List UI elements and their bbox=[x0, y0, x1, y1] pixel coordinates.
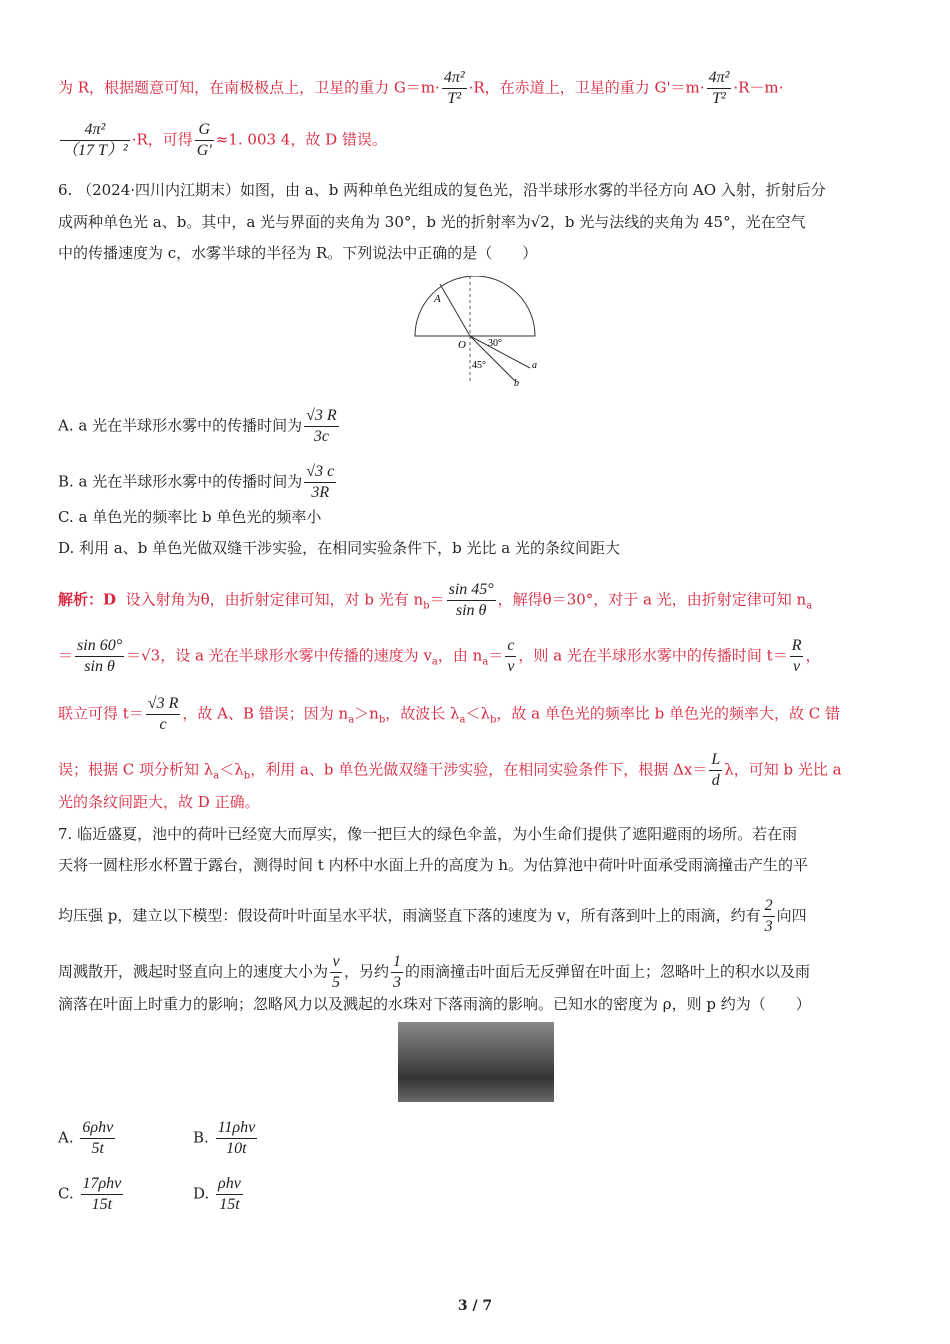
fraction: $\frac{1}{3}$ bbox=[393, 953, 402, 991]
q6-option-a bbox=[58, 406, 341, 447]
text: ≈1. 003 4，故 D 错误。 bbox=[215, 130, 387, 149]
text: B. a 光在半球形水雾中的传播时间为 bbox=[58, 472, 303, 491]
q7-stem-line-4: 周溅散开，溅起时竖直向上的速度大小为 $\frac{v}{5}$ ，另约 $\frac{1}{3}$ 的雨滴撞击叶面后无反弹留在叶面上；忽略叶上的积水以及雨 bbox=[58, 953, 811, 991]
q7-stem-line-1: 7. 临近盛夏，池中的荷叶已经宽大而厚实，像一把巨大的绿色伞盖，为小生命们提供了遮阳避雨的场所。若在雨 bbox=[58, 825, 798, 843]
text: 为 R，根据题意可知，在南极极点上，卫星的重力 G＝m· bbox=[58, 78, 440, 97]
q6-solution-line-2: ＝ $\frac{\sin 60^\circ}{\text{sin θ}}$ ＝√3，设 a 光在半球形水雾中传播的速度为 $v_a$，由 $n_a=$ $\frac{c}{v}$ ，则 a 光在半球形水雾中的传播时间 t＝ $\frac{R}{v}$ ， bbox=[58, 637, 821, 675]
q6-option-c: C. a 单色光的频率比 b 单色光的频率小 bbox=[58, 508, 322, 526]
q7-option-d: D. $\frac{\text{ρhv}}{15t}$ bbox=[193, 1175, 241, 1213]
hemisphere-outline bbox=[415, 276, 535, 336]
page-number: 3 / 7 bbox=[457, 1298, 493, 1314]
label-A: A bbox=[434, 293, 441, 305]
text: ·R，可得 bbox=[131, 130, 193, 149]
fraction: $\frac{\text{6ρhv}}{5t}$ bbox=[82, 1119, 114, 1157]
solution-label: 解析：D bbox=[58, 590, 117, 609]
fraction: $\frac{L}{d}$ bbox=[711, 751, 721, 789]
q7-stem-line-2: 天将一圆柱形水杯置于露台，测得时间 t 内杯中水面上升的高度为 h。为估算池中荷叶叶面承受雨滴撞击产生的平 bbox=[58, 856, 808, 874]
fraction: $\frac{G}{G'}$ bbox=[196, 121, 212, 159]
q6-stem-line-2: 成两种单色光 a、b。其中，a 光与界面的夹角为 30°，b 光的折射率为√2，b 光与法线的夹角为 45°，光在空气 bbox=[58, 213, 806, 231]
fraction: $\frac{\text{17ρhv}}{15t}$ bbox=[82, 1175, 122, 1213]
q7-stem-line-3: 均压强 p，建立以下模型：假设荷叶叶面呈水平状，雨滴竖直下落的速度为 v，所有落到叶上的雨滴，约有 $\frac{2}{3}$ 向四 bbox=[58, 897, 807, 935]
fraction: $\frac{c}{v}$ bbox=[507, 637, 515, 675]
prev-solution-line-1 bbox=[58, 68, 783, 109]
label-45: 45° bbox=[472, 360, 486, 371]
hemisphere-diagram bbox=[410, 276, 550, 386]
fraction: $\frac{\text{4π²}}{\text{T²}}$ bbox=[443, 69, 465, 107]
q6-stem-line-1: 6. （2024·四川内江期末）如图，由 a、b 两种单色光组成的复色光，沿半球形水雾的半径方向 AO 入射，折射后分 bbox=[58, 181, 826, 199]
fraction: $\frac{\text{ρhv}}{15t}$ bbox=[218, 1175, 241, 1213]
fraction: $\frac{\sin 45^\circ}{\text{sin θ}}$ bbox=[448, 581, 494, 619]
fraction: $\frac{\text{4π²}}{\text{T²}}$ bbox=[708, 69, 730, 107]
fraction: $\frac{v}{5}$ bbox=[332, 953, 341, 991]
q6-solution-line-4: 误；根据 C 项分析知 $\lambda_a<\lambda_b$，利用 a、b 单色光做双缝干涉实验，在相同实验条件下，根据 Δx＝ $\frac{L}{d}$ λ，可知 b 光比 a bbox=[58, 751, 842, 789]
fraction: $\frac{\text{4π²}}{\text{（17 T）²}}$ bbox=[62, 121, 128, 159]
lotus-pond-photo bbox=[398, 1022, 554, 1102]
fraction: $\frac{R}{v}$ bbox=[791, 637, 802, 675]
text: A. a 光在半球形水雾中的传播时间为 bbox=[58, 416, 303, 435]
prev-solution-line-2 bbox=[58, 120, 387, 161]
q6-solution-line-5: 光的条纹间距大，故 D 正确。 bbox=[58, 793, 260, 811]
fraction: $\frac{√3 c}{3R}$ bbox=[306, 463, 335, 501]
incident-ray bbox=[440, 284, 470, 336]
fraction: $\frac{\text{11ρhv}}{10t}$ bbox=[217, 1119, 256, 1157]
fraction: $\frac{√3 R}{c}$ bbox=[147, 695, 179, 733]
fraction: $\frac{√3 R}{3c}$ bbox=[306, 407, 337, 445]
q6-solution-line-3: 联立可得 t＝ $\frac{√3 R}{c}$ ，故 A、B 错误；因为 $n_a>n_b$，故波长 $\lambda_a<\lambda_b$，故 a 单色光的频率比 b 单色光的频率大，故 C 错 bbox=[58, 695, 841, 733]
text: ·R，在赤道上，卫星的重力 G'＝m· bbox=[468, 78, 705, 97]
label-b: b bbox=[514, 378, 519, 386]
label-O: O bbox=[458, 339, 466, 351]
label-a: a bbox=[532, 360, 537, 371]
q6-solution-line-1: 解析：D 设入射角为θ，由折射定律可知，对 b 光有 $n_b=$ $\frac{\sin 45^\circ}{\text{sin θ}}$ ，解得θ＝30°，对于 a 光，由折射定律可知 $n_a$ bbox=[58, 581, 813, 619]
text: ·R－m· bbox=[733, 78, 784, 97]
q6-option-d: D. 利用 a、b 单色光做双缝干涉实验，在相同实验条件下，b 光比 a 光的条纹间距大 bbox=[58, 539, 620, 557]
fraction: $\frac{2}{3}$ bbox=[764, 897, 773, 935]
q6-option-b bbox=[58, 462, 338, 503]
q6-stem-line-3: 中的传播速度为 c，水雾半球的半径为 R。下列说法中正确的是（ ） bbox=[58, 244, 538, 262]
q7-option-a: A. $\frac{\text{6ρhv}}{5t}$ bbox=[58, 1119, 114, 1157]
fraction: $\frac{\sin 60^\circ}{\text{sin θ}}$ bbox=[77, 637, 123, 675]
q7-option-b: B. $\frac{\text{11ρhv}}{10t}$ bbox=[193, 1119, 256, 1157]
q7-option-c: C. $\frac{\text{17ρhv}}{15t}$ bbox=[58, 1175, 122, 1213]
q7-stem-line-5: 滴落在叶面上时重力的影响；忽略风力以及溅起的水珠对下落雨滴的影响。已知水的密度为 ρ，则 p 约为（ ） bbox=[58, 995, 811, 1013]
label-30: 30° bbox=[488, 338, 502, 349]
